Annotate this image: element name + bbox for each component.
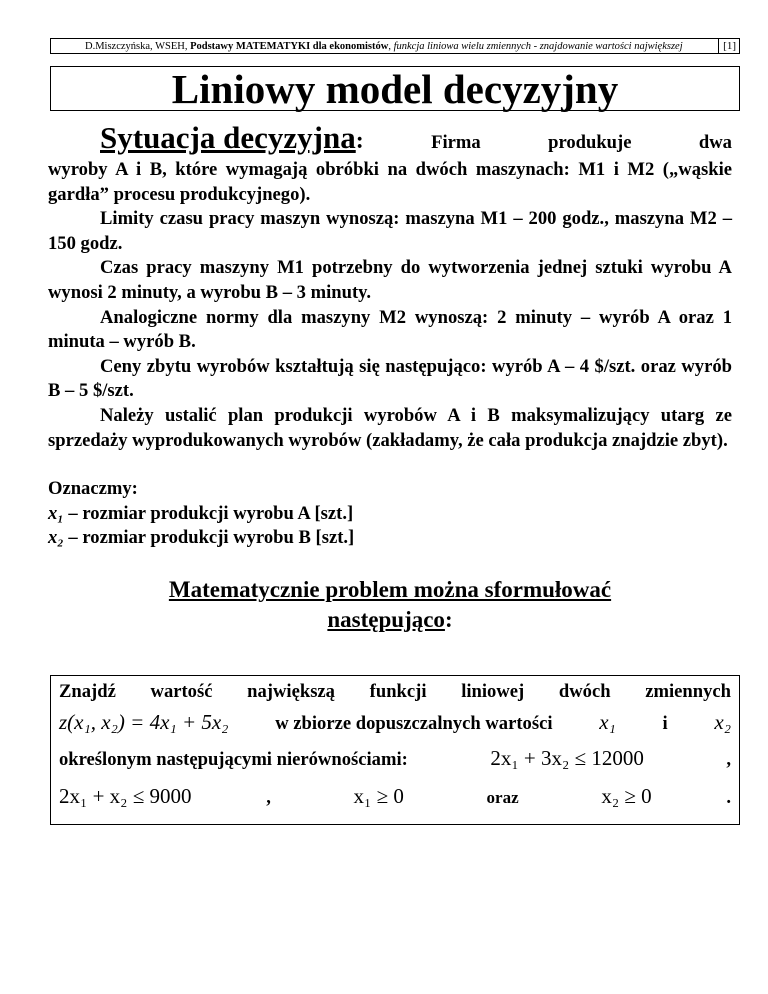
- header-course: Podstawy MATEMATYKI dla ekonomistów: [190, 41, 389, 52]
- notation-x1: [48, 502, 732, 527]
- objective-function: z(x₁, x₂) = 4x₁ + 5x₂: [59, 710, 229, 734]
- main-content: [48, 118, 732, 635]
- task-oraz: oraz: [486, 788, 519, 807]
- notation-x2: [48, 526, 732, 551]
- header-topic: funkcja liniowa wielu zmiennych - znajdowanie wartości największej: [393, 41, 683, 52]
- header-text: D.Miszczyńska, WSEH, Podstawy MATEMATYKI dla ekonomistów, funkcja liniowa wielu zmiennych - znajdowanie wartości największej: [85, 41, 683, 52]
- task-and: i: [662, 713, 668, 734]
- page-header: [50, 38, 740, 54]
- notation-intro: Oznaczmy:: [48, 478, 138, 500]
- notation-x2-var: x₂: [48, 527, 64, 549]
- math-heading: [48, 575, 732, 635]
- task-word: dwóch: [558, 681, 611, 702]
- variable-x1: x₁: [599, 710, 616, 734]
- constraint-4: x₂ ≥ 0: [601, 784, 652, 808]
- task-defined-by: określonym następującymi nierównościami:: [59, 749, 408, 770]
- situation-first-line: [48, 118, 732, 158]
- constraint-1: 2x₁ + 3x₂ ≤ 12000: [490, 746, 644, 770]
- task-row-3: [59, 746, 731, 784]
- title-box: [50, 66, 740, 111]
- task-period: .: [726, 787, 731, 808]
- notation-x2-desc: – rozmiar produkcji wyrobu B [szt.]: [63, 527, 355, 549]
- variable-x2: x₂: [714, 710, 731, 734]
- task-row-4: [59, 784, 731, 818]
- constraint-3: x₁ ≥ 0: [353, 784, 404, 808]
- task-comma: ,: [726, 749, 731, 770]
- math-heading-line-1: Matematycznie problem można sformułować: [168, 576, 612, 602]
- situation-paragraph-4: Analogiczne normy dla maszyny M2 wynoszą: 2 minuty – wyrób A oraz 1 minuta – wyrób B.: [48, 306, 732, 353]
- situation-colon: :: [355, 128, 364, 154]
- situation-heading: Sytuacja decyzyjna: [100, 120, 356, 155]
- task-box: [50, 675, 740, 825]
- task-word: liniowej: [461, 681, 525, 702]
- task-comma-2: ,: [266, 787, 271, 808]
- math-heading-colon: :: [444, 606, 453, 632]
- situation-paragraph-3: Czas pracy maszyny M1 potrzebny do wytworzenia jednej sztuki wyrobu A wynosi 2 minuty, a wyrobu B – 3 minuty.: [48, 257, 732, 303]
- task-row-2: [59, 710, 731, 746]
- task-word: funkcji: [369, 681, 427, 702]
- situation-word-1: Firma: [431, 132, 481, 153]
- situation-paragraph-5: Ceny zbytu wyrobów kształtują się następująco: wyrób A – 4 $/szt. oraz wyrób B – 5 $/szt.: [48, 355, 732, 402]
- task-mid-text: w zbiorze dopuszczalnych wartości: [275, 713, 553, 734]
- task-row-1: [59, 680, 731, 710]
- task-word: największą: [247, 681, 335, 702]
- page-number: [1]: [718, 38, 739, 54]
- notation-x1-desc: – rozmiar produkcji wyrobu A [szt.]: [63, 502, 354, 524]
- task-word: wartość: [150, 681, 213, 702]
- page-title: Liniowy model decyzyjny: [171, 66, 619, 112]
- task-word: Znajdź: [59, 681, 116, 702]
- situation-paragraph-2: Limity czasu pracy maszyn wynoszą: maszyna M1 – 200 godz., maszyna M2 – 150 godz.: [48, 208, 732, 254]
- notation-x1-var: x₁: [48, 502, 64, 524]
- situation-paragraph-1: wyroby A i B, które wymagają obróbki na dwóch maszynach: M1 i M2 („wąskie gardła” procesu produkcyjnego).: [48, 159, 732, 205]
- situation-word-2: produkuje: [548, 132, 632, 153]
- situation-word-3: dwa: [698, 132, 732, 153]
- constraint-2: 2x₁ + x₂ ≤ 9000: [59, 784, 192, 808]
- situation-paragraph-6: Należy ustalić plan produkcji wyrobów A i B maksymalizujący utarg ze sprzedaży wyprodukowanych wyrobów (zakładamy, że cała produkcja znajdzie zbyt).: [48, 404, 732, 451]
- math-heading-line-2: następująco: [327, 606, 445, 632]
- header-author: D.Miszczyńska, WSEH,: [85, 41, 188, 52]
- task-word: zmiennych: [645, 681, 731, 702]
- notation-block: [48, 477, 732, 551]
